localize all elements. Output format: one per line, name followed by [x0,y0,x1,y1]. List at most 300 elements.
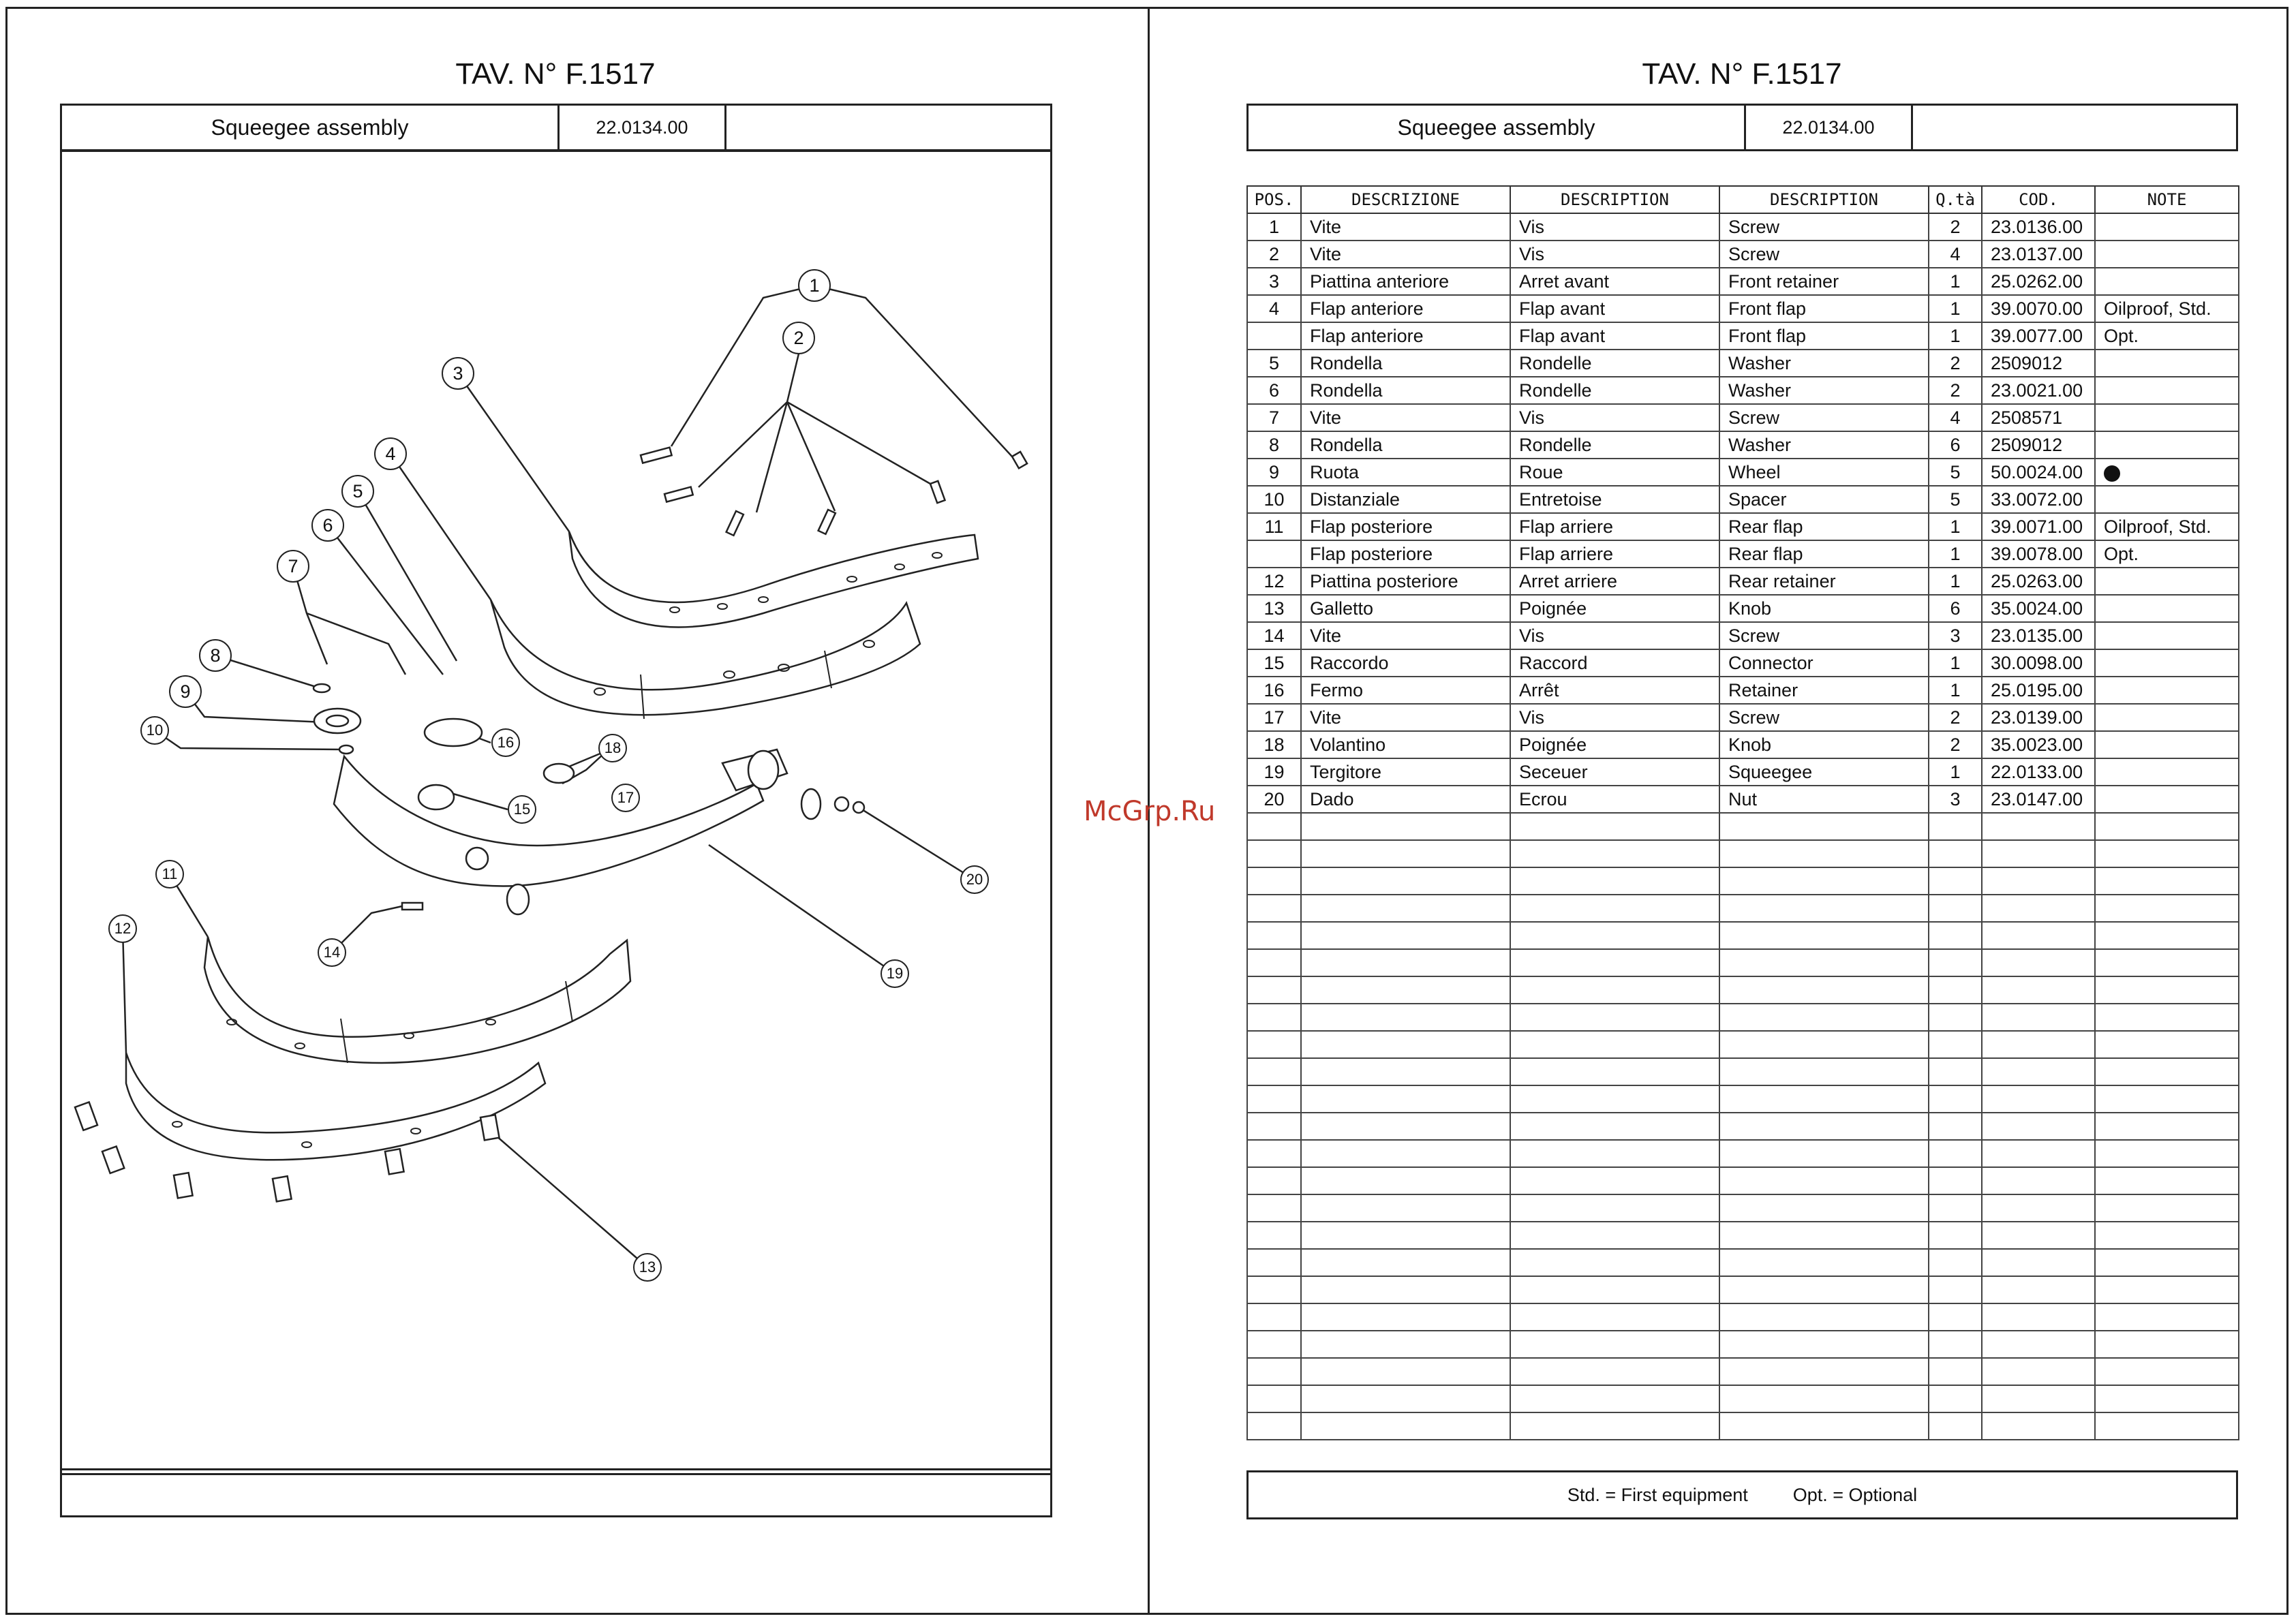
leader-15 [453,794,508,809]
table-cell [1247,1276,1301,1303]
callout-11: 11 [155,860,184,888]
connector-15-shape [418,785,454,809]
table-cell: 1 [1929,540,1982,568]
table-cell [2095,1276,2239,1303]
table-cell [1982,895,2095,922]
table-cell [1247,1331,1301,1358]
table-cell [2095,377,2239,404]
table-cell: 23.0139.00 [1982,704,2095,731]
right-sheet-title: TAV. N° F.1517 [1642,57,1842,91]
header-pos: POS. [1247,186,1301,213]
table-cell: 19 [1247,758,1301,786]
table-cell: Vite [1301,704,1510,731]
table-cell: Rear flap [1719,513,1929,540]
retainer-16-shape [425,719,482,746]
table-cell: Arret arriere [1510,568,1719,595]
table-cell [1929,949,1982,976]
table-cell [1982,1276,2095,1303]
table-cell: 12 [1247,568,1301,595]
table-cell: Rondella [1301,431,1510,459]
table-cell [2095,1004,2239,1031]
table-cell [2095,949,2239,976]
leader-5 [358,491,457,661]
table-cell [1301,867,1510,895]
table-cell: 23.0147.00 [1982,786,2095,813]
table-cell [1929,976,1982,1004]
table-cell [1510,1194,1719,1222]
table-cell [1982,1140,2095,1167]
callout-16: 16 [491,728,520,757]
table-cell [2095,486,2239,513]
right-group-code: 22.0134.00 [1746,106,1913,149]
table-row [1247,704,2239,731]
leader-13 [491,1131,647,1267]
table-cell [2095,1167,2239,1194]
table-row-empty [1247,1385,2239,1412]
table-cell: Screw [1719,241,1929,268]
table-cell [1719,867,1929,895]
table-row-empty [1247,1412,2239,1440]
table-row-empty [1247,1194,2239,1222]
table-cell [2095,268,2239,295]
table-cell [1301,813,1510,840]
leader-12 [123,929,126,1053]
wheel-20-shape [801,789,821,819]
table-cell [2095,1058,2239,1085]
table-cell [2095,1385,2239,1412]
table-cell [1719,1303,1929,1331]
table-cell: 6 [1929,431,1982,459]
table-cell: Washer [1719,350,1929,377]
table-cell: 18 [1247,731,1301,758]
table-cell: 1 [1929,758,1982,786]
table-cell: 3 [1247,268,1301,295]
table-cell [1301,1167,1510,1194]
table-cell [1929,895,1982,922]
callout-12: 12 [108,914,137,943]
table-cell: 22.0133.00 [1982,758,2095,786]
leader-19 [709,845,895,974]
table-cell: 1 [1929,568,1982,595]
table-cell: Front flap [1719,295,1929,322]
table-cell: Rondella [1301,350,1510,377]
table-row [1247,350,2239,377]
table-cell [2095,1194,2239,1222]
table-cell [2095,758,2239,786]
table-cell: Poignée [1510,731,1719,758]
table-cell [1301,1358,1510,1385]
table-cell [1982,1331,2095,1358]
table-cell: 2508571 [1982,404,2095,431]
leader-4 [391,454,491,600]
header-note: NOTE [2095,186,2239,213]
table-cell: 23.0135.00 [1982,622,2095,649]
table-cell: Flap avant [1510,295,1719,322]
table-cell: Poignée [1510,595,1719,622]
table-cell [1929,1113,1982,1140]
table-row [1247,268,2239,295]
table-cell [1719,1385,1929,1412]
table-row [1247,322,2239,350]
table-cell: 39.0078.00 [1982,540,2095,568]
table-cell: 5 [1929,459,1982,486]
table-cell: Fermo [1301,677,1510,704]
legend-box [1246,1470,2238,1519]
header-qty: Q.tà [1929,186,1982,213]
callout-10: 10 [140,716,169,745]
table-row [1247,568,2239,595]
table-row-empty [1247,1113,2239,1140]
table-cell: Rondelle [1510,377,1719,404]
table-cell: Rear flap [1719,540,1929,568]
table-cell: 15 [1247,649,1301,677]
table-cell [1982,1358,2095,1385]
table-cell [1929,1412,1982,1440]
table-cell [1247,1303,1301,1331]
table-cell [1301,949,1510,976]
table-cell: Wheel [1719,459,1929,486]
table-cell [1247,949,1301,976]
leader-6 [328,525,443,675]
table-cell: Raccordo [1301,649,1510,677]
table-cell [2095,1303,2239,1331]
table-cell [2095,1031,2239,1058]
parts-table [1246,185,2239,1440]
table-cell: Arrêt [1510,677,1719,704]
table-cell: Rondelle [1510,431,1719,459]
table-row [1247,241,2239,268]
table-cell [1247,1167,1301,1194]
table-cell [2095,1249,2239,1276]
table-cell: Opt. [2095,540,2239,568]
leader-3 [458,373,569,531]
table-cell: 1 [1929,513,1982,540]
table-cell [1982,840,2095,867]
table-row [1247,213,2239,241]
table-cell [2095,431,2239,459]
table-cell: 13 [1247,595,1301,622]
table-cell: 39.0071.00 [1982,513,2095,540]
table-cell [1719,1031,1929,1058]
table-cell [1929,1303,1982,1331]
table-row [1247,486,2239,513]
table-cell: Washer [1719,377,1929,404]
table-cell [1982,1385,2095,1412]
callout-13: 13 [633,1253,662,1282]
table-cell [1247,1222,1301,1249]
table-cell: Knob [1719,595,1929,622]
table-cell: Screw [1719,704,1929,731]
table-cell [1247,1412,1301,1440]
table-cell [2095,241,2239,268]
header-code: COD. [1982,186,2095,213]
table-cell: 2 [1929,213,1982,241]
table-cell [1719,813,1929,840]
table-cell: 1 [1929,268,1982,295]
table-cell [1510,1303,1719,1331]
table-cell: 2 [1929,377,1982,404]
table-cell [1929,840,1982,867]
table-cell: Galletto [1301,595,1510,622]
table-cell [1247,1249,1301,1276]
callout-6: 6 [311,509,344,542]
table-cell: Vis [1510,241,1719,268]
table-row-empty [1247,1331,2239,1358]
table-cell [1510,867,1719,895]
table-cell: Ecrou [1510,786,1719,813]
callout-19: 19 [881,959,909,988]
table-cell: Raccord [1510,649,1719,677]
table-cell [1301,922,1510,949]
table-cell [1719,1222,1929,1249]
table-row [1247,758,2239,786]
table-cell [1929,1249,1982,1276]
table-cell: 1 [1929,677,1982,704]
table-cell: 39.0077.00 [1982,322,2095,350]
table-cell: Screw [1719,404,1929,431]
table-cell [2095,649,2239,677]
table-cell [1982,1004,2095,1031]
table-row-empty [1247,1058,2239,1085]
left-sheet-title: TAV. N° F.1517 [455,57,656,91]
table-cell [1510,813,1719,840]
table-cell [1510,1140,1719,1167]
table-cell [2095,1412,2239,1440]
table-cell [1510,1004,1719,1031]
right-group-name: Squeegee assembly [1249,106,1746,149]
table-cell [1247,840,1301,867]
table-cell [1301,1385,1510,1412]
header-description-fr: DESCRIPTION [1510,186,1719,213]
table-cell: 3 [1929,786,1982,813]
table-cell [1982,1058,2095,1085]
leader-7 [293,566,405,675]
right-header-box [1246,104,2238,151]
table-cell [2095,1358,2239,1385]
table-cell [1982,1085,2095,1113]
table-row [1247,786,2239,813]
table-cell [1929,1194,1982,1222]
table-cell [1982,1222,2095,1249]
table-cell: Seceuer [1510,758,1719,786]
table-cell: Flap anteriore [1301,322,1510,350]
table-cell [2095,622,2239,649]
callout-18: 18 [598,734,627,762]
table-cell [1982,1303,2095,1331]
table-cell [1247,1385,1301,1412]
table-cell [1247,976,1301,1004]
table-row [1247,622,2239,649]
table-cell [2095,731,2239,758]
table-cell: Opt. [2095,322,2239,350]
table-cell [1510,1276,1719,1303]
callout-15: 15 [508,795,536,824]
table-cell [1719,895,1929,922]
table-cell [1982,1113,2095,1140]
front-flap-shape [491,600,920,715]
table-cell: 10 [1247,486,1301,513]
table-cell [1982,1167,2095,1194]
table-cell [1510,840,1719,867]
header-descrizione: DESCRIZIONE [1301,186,1510,213]
table-cell: Piattina posteriore [1301,568,1510,595]
table-cell [1719,1276,1929,1303]
table-cell [1247,322,1301,350]
table-cell [1719,1358,1929,1385]
callout-3: 3 [442,357,474,390]
callout-5: 5 [341,475,374,508]
table-cell: 25.0263.00 [1982,568,2095,595]
callout-8: 8 [199,639,232,672]
header-description-en: DESCRIPTION [1719,186,1929,213]
table-cell: 3 [1929,622,1982,649]
table-row [1247,595,2239,622]
table-cell: Vis [1510,622,1719,649]
table-row [1247,731,2239,758]
table-cell: 4 [1247,295,1301,322]
table-cell: 9 [1247,459,1301,486]
table-cell [2095,595,2239,622]
table-cell: Flap arriere [1510,513,1719,540]
table-cell [1301,1031,1510,1058]
knob-18-shape [544,764,574,783]
table-cell: 33.0072.00 [1982,486,2095,513]
table-cell [1301,1004,1510,1031]
table-cell [1929,1222,1982,1249]
table-cell [1719,840,1929,867]
table-cell [1247,1085,1301,1113]
table-cell: 2 [1247,241,1301,268]
table-row-empty [1247,1249,2239,1276]
table-cell [1510,1249,1719,1276]
table-row-empty [1247,1140,2239,1167]
table-cell [1929,1004,1982,1031]
table-row-empty [1247,840,2239,867]
table-cell: 4 [1929,241,1982,268]
table-cell: Arret avant [1510,268,1719,295]
table-cell [1301,1194,1510,1222]
table-cell [1247,1140,1301,1167]
table-cell [2095,976,2239,1004]
table-cell [1929,922,1982,949]
table-row [1247,377,2239,404]
table-cell: 35.0024.00 [1982,595,2095,622]
table-cell [1719,922,1929,949]
table-cell [1301,840,1510,867]
table-cell [2095,459,2239,486]
callout-2: 2 [782,322,815,354]
table-cell: 7 [1247,404,1301,431]
table-cell: 30.0098.00 [1982,649,2095,677]
table-cell: 25.0262.00 [1982,268,2095,295]
leader-10 [155,730,344,749]
table-cell [1301,1331,1510,1358]
leader-8 [215,655,320,688]
table-cell [1510,949,1719,976]
table-cell: Washer [1719,431,1929,459]
table-cell [1301,1085,1510,1113]
table-cell [2095,922,2239,949]
table-cell: 11 [1247,513,1301,540]
table-cell [1247,1004,1301,1031]
table-cell [1510,895,1719,922]
table-cell [1982,976,2095,1004]
table-cell [1510,1058,1719,1085]
rear-retainer-shape [126,1053,545,1160]
table-cell [2095,813,2239,840]
table-cell [1301,1249,1510,1276]
table-cell [1929,1058,1982,1085]
table-cell [1301,1276,1510,1303]
table-cell: Nut [1719,786,1929,813]
table-cell: Volantino [1301,731,1510,758]
table-cell [2095,1085,2239,1113]
table-cell: Knob [1719,731,1929,758]
table-cell: Vite [1301,622,1510,649]
table-cell [1982,1412,2095,1440]
table-cell: 1 [1929,295,1982,322]
table-row-empty [1247,1167,2239,1194]
table-cell: 4 [1929,404,1982,431]
table-cell: Tergitore [1301,758,1510,786]
table-row [1247,540,2239,568]
table-cell [2095,1140,2239,1167]
table-cell [1301,1058,1510,1085]
table-cell: Entretoise [1510,486,1719,513]
table-cell [1929,867,1982,895]
callout-4: 4 [374,437,407,470]
table-row-empty [1247,1303,2239,1331]
table-cell [2095,895,2239,922]
table-row-empty [1247,1031,2239,1058]
callout-14: 14 [318,938,346,967]
table-row-empty [1247,1276,2239,1303]
table-cell [1301,1113,1510,1140]
table-cell: Flap anteriore [1301,295,1510,322]
table-cell [1982,867,2095,895]
table-cell: 39.0070.00 [1982,295,2095,322]
table-cell: Flap arriere [1510,540,1719,568]
table-cell: Flap avant [1510,322,1719,350]
table-cell: Vis [1510,704,1719,731]
callout-17: 17 [611,784,640,812]
table-cell [1510,1167,1719,1194]
table-cell [1510,1113,1719,1140]
table-cell: Vis [1510,213,1719,241]
table-cell [2095,213,2239,241]
table-cell: Connector [1719,649,1929,677]
table-cell: 6 [1929,595,1982,622]
table-cell [1719,1140,1929,1167]
table-cell: 50.0024.00 [1982,459,2095,486]
note-dot-icon [2104,465,2120,482]
table-cell [1982,1194,2095,1222]
table-cell [1247,813,1301,840]
table-cell: Oilproof, Std. [2095,295,2239,322]
table-cell: Ruota [1301,459,1510,486]
table-cell: Oilproof, Std. [2095,513,2239,540]
table-cell [1510,1331,1719,1358]
table-cell: Screw [1719,213,1929,241]
table-cell [1301,1303,1510,1331]
table-cell [1247,1358,1301,1385]
table-cell [1719,1058,1929,1085]
table-cell: 5 [1247,350,1301,377]
table-row [1247,513,2239,540]
table-cell [1301,1140,1510,1167]
callout-7: 7 [277,550,309,583]
table-cell [1982,1031,2095,1058]
